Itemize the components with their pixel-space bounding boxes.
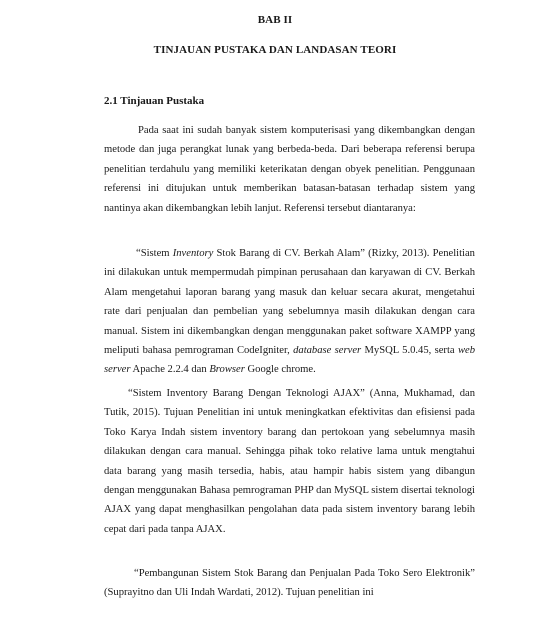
ref1-text-c: MySQL 5.0.45, serta xyxy=(361,345,458,357)
section-heading: 2.1 Tinjauan Pustaka xyxy=(104,95,205,107)
chapter-title: TINJAUAN PUSTAKA DAN LANDASAN TEORI xyxy=(153,44,397,56)
ref1-italic-browser: Browser xyxy=(209,364,245,376)
ref1-italic-database-server: database server xyxy=(293,345,362,357)
ref1-italic-inventory: Inventory xyxy=(172,248,214,259)
ref1-italic-web-server: web server xyxy=(104,345,476,376)
chapter-heading: BAB II xyxy=(257,14,293,26)
paragraph-reference-3: “Pembangunan Sistem Stok Barang dan Penjualan Pada Toko Sero Elektronik” (Suprayitno dan Uli Indah Wardati, 2012). Tujuan penelitian ini xyxy=(104,568,475,599)
paragraph-reference-2: “Sistem Inventory Barang Dengan Teknologi AJAX” (Anna, Mukhamad, dan Tutik, 2015). Tujuan Penelitian ini untuk meningkatkan efektivitas dan efisiensi pada Toko Karya Indah sistem inventory barang dan pertokoan yang sebelumnya masih dilakukan dengan cara manual. Sehingga pihak toko relative lama untuk mengtahui data barang yang masih tersedia, habis, atau hampir habis sistem yang dibangun dengan menggunakan Bahasa pemrograman PHP dan MySQL sistem disertai teknologi AJAX yang dapat menghasilkan pengolahan data pada sistem inventory barang lebih cepat dari pada tanpa AJAX. xyxy=(104,388,475,535)
ref1-text-d: Apache 2.2.4 dan xyxy=(130,364,210,376)
paragraph-reference-1 xyxy=(104,244,475,380)
ref1-text-a: “Sistem xyxy=(136,248,173,259)
paragraph-intro: Pada saat ini sudah banyak sistem komputerisasi yang dikembangkan dengan metode dan juga perangkat lunak yang berbeda-beda. Dari beberapa referensi berupa penelitian terdahulu yang memiliki keterikatan dengan obyek penelitian. Penggunaan referensi ini ditujukan untuk memberikan batasan-batasan terhadap sistem yang nantinya akan dikembangkan lebih lanjut. Referensi tersebut diantaranya: xyxy=(104,125,475,214)
ref1-text-e: Google chrome. xyxy=(244,364,316,376)
ref1-text-b: Stok Barang di CV. Berkah Alam” (Rizky, 2013). Penelitian ini dilakukan untuk mempermudah pimpinan perusahaan dan karyawan di CV. Berkah Alam mengetahui laporan barang yang masuk dan keluar secara akurat, mengetahui rate dari penjualan dan pembelian yang sebelumnya masih dilakukan dengan cara manual. Sistem ini dikembangkan dengan menggunakan paket software XAMPP yang meliputi bahasa pemrograman CodeIgniter, xyxy=(104,248,475,357)
